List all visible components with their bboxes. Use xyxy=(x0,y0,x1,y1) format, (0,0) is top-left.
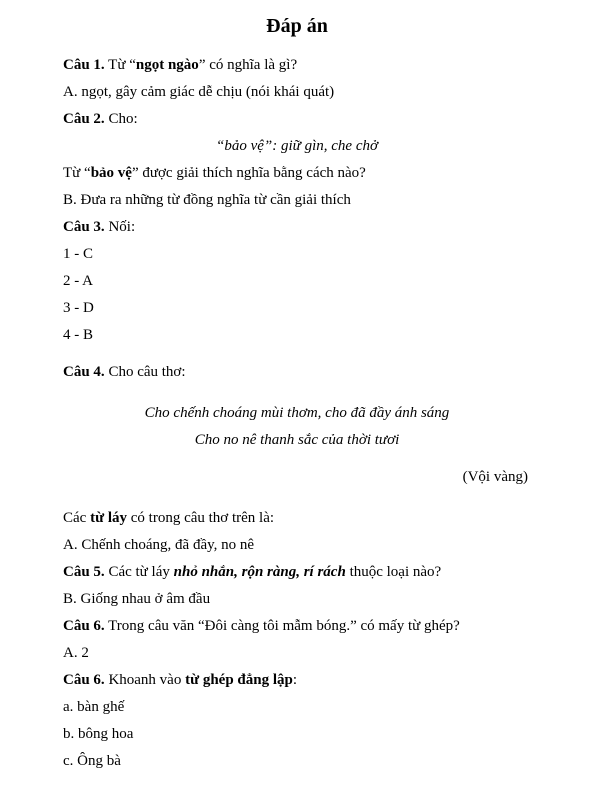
question-6b-text-a: Khoanh vào xyxy=(104,672,186,688)
answer-4: A. Chếnh choáng, đã đầy, no nê xyxy=(63,537,255,553)
question-5-label: Câu 5. xyxy=(63,564,105,580)
question-2-prompt xyxy=(63,164,531,191)
question-4-label: Câu 4. xyxy=(63,364,105,380)
question-2 xyxy=(63,110,531,137)
question-2-word: bảo vệ xyxy=(90,165,132,181)
question-2-prompt-a: Từ “ xyxy=(63,165,91,181)
question-1-text-a: Từ “ xyxy=(104,57,136,73)
question-4-text: Cho câu thơ: xyxy=(104,364,186,380)
answer-2: B. Đưa ra những từ đồng nghĩa từ cần giải thích xyxy=(63,192,351,208)
option-item: c. Ông bà xyxy=(63,753,121,769)
question-6b-label: Câu 6. xyxy=(63,672,105,688)
page-title: Đáp án xyxy=(266,15,328,37)
spacer xyxy=(63,458,531,468)
question-5-text-a: Các từ láy xyxy=(104,564,174,580)
question-3-text: Nối: xyxy=(104,219,136,235)
question-4 xyxy=(63,363,531,390)
question-2-quote: “bảo vệ”: giữ gìn, che chở xyxy=(216,138,378,154)
question-6b-text-b: : xyxy=(292,672,298,688)
question-2-label: Câu 2. xyxy=(63,111,105,127)
question-1-text-b: ” có nghĩa là gì? xyxy=(198,57,298,73)
question-1-word: ngọt ngào xyxy=(135,57,199,73)
match-pair: 3 - D xyxy=(63,300,94,316)
question-6b-word: từ ghép đẳng lập xyxy=(185,672,293,688)
poem-line-2: Cho no nê thanh sắc của thời tươi xyxy=(194,432,400,448)
question-3 xyxy=(63,218,531,245)
question-6a-label: Câu 6. xyxy=(63,618,105,634)
poem-line-1: Cho chếnh choáng mùi thơm, cho đã đầy ánh sáng xyxy=(144,405,450,421)
question-6a-text: Trong câu văn “Đôi càng tôi mẫm bóng.” có mấy từ ghép? xyxy=(104,618,460,634)
match-pair: 2 - A xyxy=(63,273,93,289)
question-2-prompt-b: ” được giải thích nghĩa bằng cách nào? xyxy=(131,165,366,181)
question-5-words: nhỏ nhắn, rộn ràng, rí rách xyxy=(173,564,346,580)
question-2-text: Cho: xyxy=(104,111,138,127)
answer-1: A. ngọt, gây cảm giác dễ chịu (nói khái quát) xyxy=(63,84,335,100)
question-5 xyxy=(63,563,531,590)
match-pair: 1 - C xyxy=(63,246,93,262)
answer-5: B. Giống nhau ở âm đầu xyxy=(63,591,211,607)
answer-6a: A. 2 xyxy=(63,645,89,661)
option-item: b. bông hoa xyxy=(63,726,134,742)
poem-source: (Vội vàng) xyxy=(462,469,528,485)
question-4-prompt-a: Các xyxy=(63,510,91,526)
question-6a xyxy=(63,617,531,644)
question-4-word: từ láy xyxy=(90,510,127,526)
match-pair: 4 - B xyxy=(63,327,93,343)
question-1-label: Câu 1. xyxy=(63,57,105,73)
question-3-label: Câu 3. xyxy=(63,219,105,235)
question-4-prompt xyxy=(63,509,531,536)
question-5-text-b: thuộc loại nào? xyxy=(345,564,442,580)
question-6b xyxy=(63,671,531,698)
spacer xyxy=(63,390,531,404)
spacer xyxy=(63,495,531,509)
question-4-prompt-b: có trong câu thơ trên là: xyxy=(127,510,275,526)
option-item: a. bàn ghế xyxy=(63,699,125,715)
question-1 xyxy=(63,56,531,83)
spacer xyxy=(63,353,531,363)
